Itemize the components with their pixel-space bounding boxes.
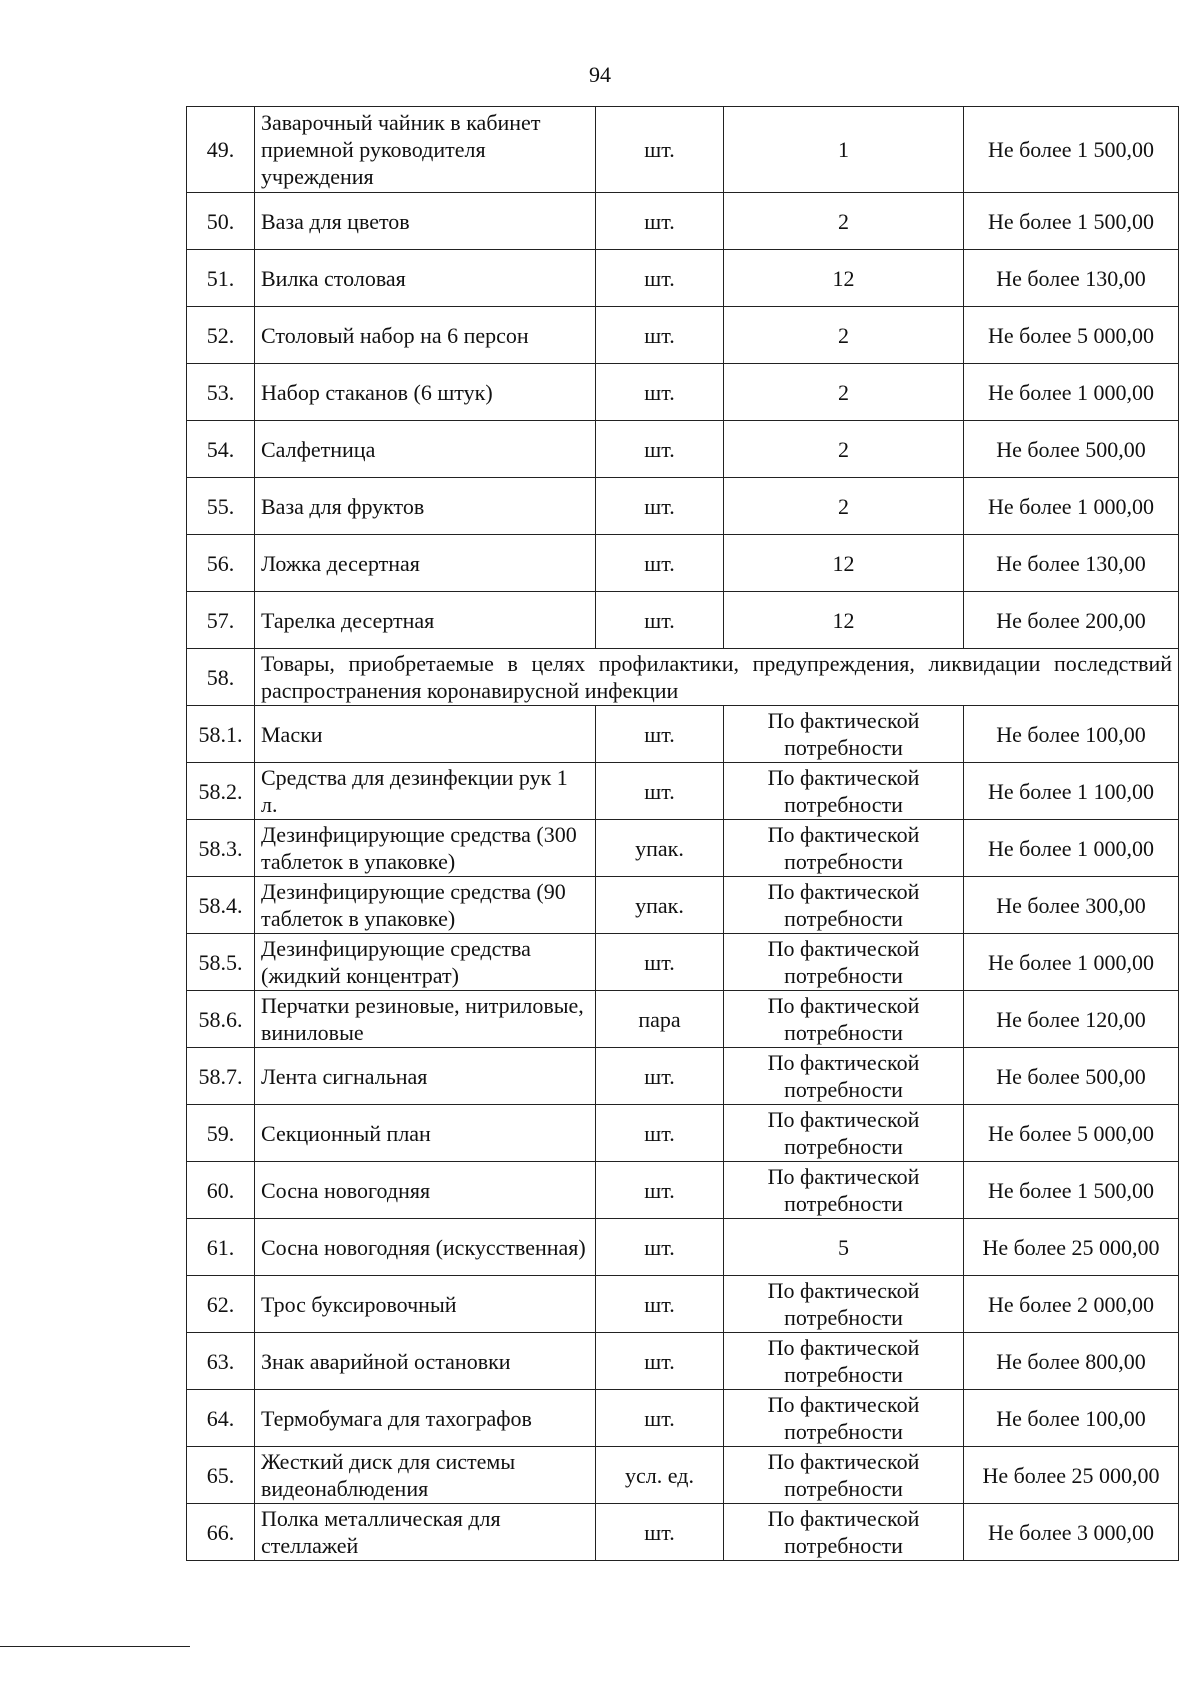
row-number: 53. [187,364,255,421]
table-row [187,307,1179,364]
page-number: 94 [589,62,611,87]
table-row [187,934,1179,991]
item-quantity: По фактической потребности [724,1447,964,1504]
table-row [187,1276,1179,1333]
item-name: Ваза для фруктов [255,478,596,535]
item-quantity: По фактической потребности [724,820,964,877]
item-quantity: 2 [724,421,964,478]
row-number: 57. [187,592,255,649]
item-quantity: По фактической потребности [724,991,964,1048]
item-unit: упак. [596,820,724,877]
item-name: Дезинфицирующие средства (90 таблеток в упаковке) [255,877,596,934]
item-unit: шт. [596,1504,724,1561]
table-row [187,421,1179,478]
item-price: Не более 3 000,00 [964,1504,1179,1561]
item-quantity: По фактической потребности [724,1333,964,1390]
row-number: 58.4. [187,877,255,934]
item-name: Дезинфицирующие средства (жидкий концентрат) [255,934,596,991]
item-quantity: 5 [724,1219,964,1276]
item-price: Не более 120,00 [964,991,1179,1048]
table-row [187,364,1179,421]
item-name: Лента сигнальная [255,1048,596,1105]
item-unit: шт. [596,107,724,193]
row-number: 56. [187,535,255,592]
item-unit: шт. [596,1333,724,1390]
item-quantity: 2 [724,193,964,250]
item-quantity: 1 [724,107,964,193]
table-row [187,763,1179,820]
item-name: Секционный план [255,1105,596,1162]
item-name: Полка металлическая для стеллажей [255,1504,596,1561]
item-unit: шт. [596,478,724,535]
item-price: Не более 25 000,00 [964,1219,1179,1276]
item-price: Не более 800,00 [964,1333,1179,1390]
item-name: Дезинфицирующие средства (300 таблеток в упаковке) [255,820,596,877]
item-quantity: 12 [724,250,964,307]
item-name: Маски [255,706,596,763]
item-unit: шт. [596,763,724,820]
table-row [187,1333,1179,1390]
row-number: 52. [187,307,255,364]
item-price: Не более 1 000,00 [964,364,1179,421]
item-name: Жесткий диск для системы видеонаблюдения [255,1447,596,1504]
table-row [187,250,1179,307]
row-number: 50. [187,193,255,250]
row-number: 62. [187,1276,255,1333]
footnote-separator [0,1646,190,1647]
item-price: Не более 1 000,00 [964,478,1179,535]
item-quantity: 2 [724,307,964,364]
item-unit: шт. [596,1048,724,1105]
item-quantity: По фактической потребности [724,934,964,991]
table-row [187,1162,1179,1219]
item-name: Набор стаканов (6 штук) [255,364,596,421]
item-unit: усл. ед. [596,1447,724,1504]
item-name: Салфетница [255,421,596,478]
item-unit: пара [596,991,724,1048]
table-row [187,649,1179,706]
item-price: Не более 130,00 [964,250,1179,307]
row-number: 58.2. [187,763,255,820]
item-unit: шт. [596,1390,724,1447]
item-price: Не более 100,00 [964,706,1179,763]
row-number: 51. [187,250,255,307]
item-name: Столовый набор на 6 персон [255,307,596,364]
item-price: Не более 5 000,00 [964,1105,1179,1162]
item-price: Не более 1 000,00 [964,820,1179,877]
items-table-body [187,107,1179,1561]
item-price: Не более 1 500,00 [964,107,1179,193]
item-unit: шт. [596,592,724,649]
item-price: Не более 300,00 [964,877,1179,934]
item-price: Не более 5 000,00 [964,307,1179,364]
item-name: Трос буксировочный [255,1276,596,1333]
table-row [187,592,1179,649]
item-name: Сосна новогодняя [255,1162,596,1219]
table-row [187,991,1179,1048]
table-row [187,1390,1179,1447]
item-name: Ложка десертная [255,535,596,592]
item-price: Не более 130,00 [964,535,1179,592]
item-price: Не более 1 500,00 [964,1162,1179,1219]
item-unit: шт. [596,1219,724,1276]
item-price: Не более 1 500,00 [964,193,1179,250]
section-heading: Товары, приобретаемые в целях профилактики, предупреждения, ликвидации последствий распространения коронавирусной инфекции [255,649,1179,706]
item-unit: упак. [596,877,724,934]
item-unit: шт. [596,1162,724,1219]
row-number: 55. [187,478,255,535]
item-unit: шт. [596,934,724,991]
item-quantity: По фактической потребности [724,1390,964,1447]
item-quantity: По фактической потребности [724,706,964,763]
row-number: 60. [187,1162,255,1219]
row-number: 58.6. [187,991,255,1048]
item-quantity: По фактической потребности [724,877,964,934]
item-price: Не более 1 000,00 [964,934,1179,991]
item-quantity: 12 [724,592,964,649]
row-number: 58.3. [187,820,255,877]
table-row [187,706,1179,763]
row-number: 58. [187,649,255,706]
item-name: Сосна новогодняя (искусственная) [255,1219,596,1276]
item-price: Не более 25 000,00 [964,1447,1179,1504]
table-row [187,535,1179,592]
item-name: Знак аварийной остановки [255,1333,596,1390]
table-row [187,877,1179,934]
item-price: Не более 1 100,00 [964,763,1179,820]
row-number: 66. [187,1504,255,1561]
item-name: Ваза для цветов [255,193,596,250]
table-row [187,1447,1179,1504]
row-number: 64. [187,1390,255,1447]
item-unit: шт. [596,421,724,478]
row-number: 59. [187,1105,255,1162]
item-unit: шт. [596,250,724,307]
row-number: 58.1. [187,706,255,763]
item-price: Не более 500,00 [964,1048,1179,1105]
item-unit: шт. [596,307,724,364]
table-row [187,107,1179,193]
row-number: 58.5. [187,934,255,991]
row-number: 65. [187,1447,255,1504]
items-table [186,106,1179,1561]
table-row [187,1504,1179,1561]
table-row [187,820,1179,877]
table-row [187,478,1179,535]
item-quantity: По фактической потребности [724,1105,964,1162]
row-number: 58.7. [187,1048,255,1105]
item-unit: шт. [596,1276,724,1333]
item-quantity: 2 [724,364,964,421]
item-name: Тарелка десертная [255,592,596,649]
item-price: Не более 200,00 [964,592,1179,649]
table-row [187,1219,1179,1276]
item-quantity: По фактической потребности [724,1276,964,1333]
row-number: 61. [187,1219,255,1276]
item-quantity: По фактической потребности [724,1048,964,1105]
item-name: Перчатки резиновые, нитриловые, виниловые [255,991,596,1048]
item-unit: шт. [596,706,724,763]
item-price: Не более 2 000,00 [964,1276,1179,1333]
table-row [187,1048,1179,1105]
table-row [187,1105,1179,1162]
row-number: 63. [187,1333,255,1390]
item-price: Не более 100,00 [964,1390,1179,1447]
item-name: Вилка столовая [255,250,596,307]
row-number: 49. [187,107,255,193]
item-name: Средства для дезинфекции рук 1 л. [255,763,596,820]
item-name: Термобумага для тахографов [255,1390,596,1447]
item-name: Заварочный чайник в кабинет приемной руководителя учреждения [255,107,596,193]
item-quantity: По фактической потребности [724,1162,964,1219]
item-unit: шт. [596,535,724,592]
item-quantity: По фактической потребности [724,763,964,820]
item-quantity: 12 [724,535,964,592]
item-unit: шт. [596,364,724,421]
item-unit: шт. [596,1105,724,1162]
item-price: Не более 500,00 [964,421,1179,478]
item-unit: шт. [596,193,724,250]
table-row [187,193,1179,250]
row-number: 54. [187,421,255,478]
item-quantity: По фактической потребности [724,1504,964,1561]
item-quantity: 2 [724,478,964,535]
